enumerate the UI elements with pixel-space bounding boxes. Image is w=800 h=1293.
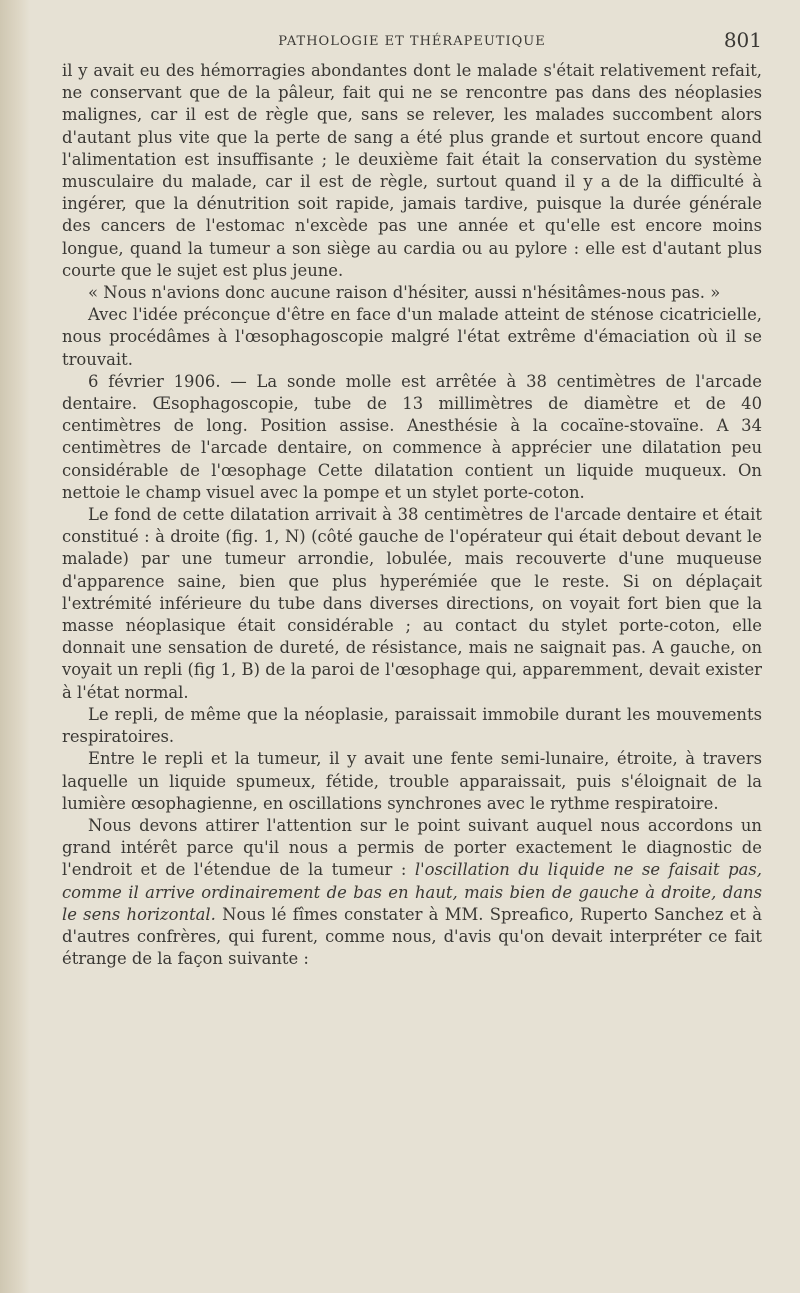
paragraph: Le repli, de même que la néoplasie, paraissait immobile durant les mouvements respiratoires. [62, 704, 762, 747]
paragraph: « Nous n'avions donc aucune raison d'hésiter, aussi n'hésitâmes-nous pas. » [88, 283, 721, 303]
paragraph [62, 815, 762, 970]
paragraph: Entre le repli et la tumeur, il y avait une fente semi-lunaire, étroite, à travers laquelle un liquide spumeux, fétide, trouble apparaissait, puis s'éloignait de la lumière œsophagienne, en oscillations synchrones avec le rythme respiratoire. [62, 749, 762, 813]
paragraph-text: Nous devons attirer l'attention sur le point suivant auquel nous accordons un grand intérêt parce qu'il nous a permis de porter exactement le diagnostic de l'endroit et de l'étendue de la tumeur : [62, 815, 762, 880]
italic-emphasis: l'oscillation du liquide ne se faisait pas, comme il arrive ordinairement de bas en haut, mais bien de gauche à droite, dans le sens horizontal. [62, 860, 762, 924]
paragraph: Le fond de cette dilatation arrivait à 38 centimètres de l'arcade dentaire et était constitué : à droite (fig. 1, N) (côté gauche de l'opérateur qui était debout devant le malade) par une tumeur arrondie, lobulée, mais recouverte d'une muqueuse d'apparence saine, bien que plus hyperémiée que le reste. Si on déplaçait l'extrémité inférieure du tube dans diverses directions, on voyait fort bien que la masse néoplasique était considérable ; au contact du stylet porte-coton, elle donnait une sensation de dureté, de résistance, mais ne saignait pas. A gauche, on voyait un repli (fig 1, B) de la paroi de l'œsophage qui, apparemment, devait exister à l'état normal. [62, 505, 762, 702]
running-title: PATHOLOGIE ET THÉRAPEUTIQUE [278, 34, 546, 49]
paragraph: il y avait eu des hémorragies abondantes dont le malade s'était relativement refait, ne conservant que de la pâleur, fait qui ne se rencontre pas dans des néoplasies malignes, car il est de règle que, sans se relever, les malades succombent alors d'autant plus vite que la perte de sang a été plus grande et surtout encore quand l'alimentation est insuffisante ; le deuxième fait était la conservation du système musculaire du malade, car il est de règle, surtout quand il y a de la difficulté à ingérer, que la dénutrition soit rapide, jamais tardive, puisque la durée générale des cancers de l'estomac n'excède pas une année et qu'elle est encore moins longue, quand la tumeur a son siège au cardia ou au pylore : elle est d'autant plus courte que le sujet est plus jeune. [62, 61, 762, 280]
paragraph: Avec l'idée préconçue d'être en face d'un malade atteint de sténose cicatricielle, nous procédâmes à l'œsophagoscopie malgré l'état extrême d'émaciation où il se trouvait. [62, 305, 762, 369]
page-number: 801 [723, 28, 762, 52]
paragraph: 6 février 1906. — La sonde molle est arrêtée à 38 centimètres de l'arcade dentaire. Œsophagoscopie, tube de 13 millimètres de diamètre et de 40 centimètres de long. Position assise. Anesthésie à la cocaïne-stovaïne. A 34 centimètres de l'arcade dentaire, on commence à apprécier une dilatation peu considérable de l'œsophage Cette dilatation contient un liquide muqueux. On nettoie le champ visuel avec la pompe et un stylet porte-coton. [62, 371, 762, 502]
page-header [62, 20, 762, 60]
page-binding-shadow [0, 0, 30, 1293]
paragraph-text: Nous lé fîmes constater à MM. Spreafico, Ruperto Sanchez et à d'autres confrères, qui furent, comme nous, d'avis qu'on devait interpréter ce fait étrange de la façon suivante : [62, 904, 762, 969]
book-page [62, 20, 762, 970]
body-text [62, 60, 762, 970]
